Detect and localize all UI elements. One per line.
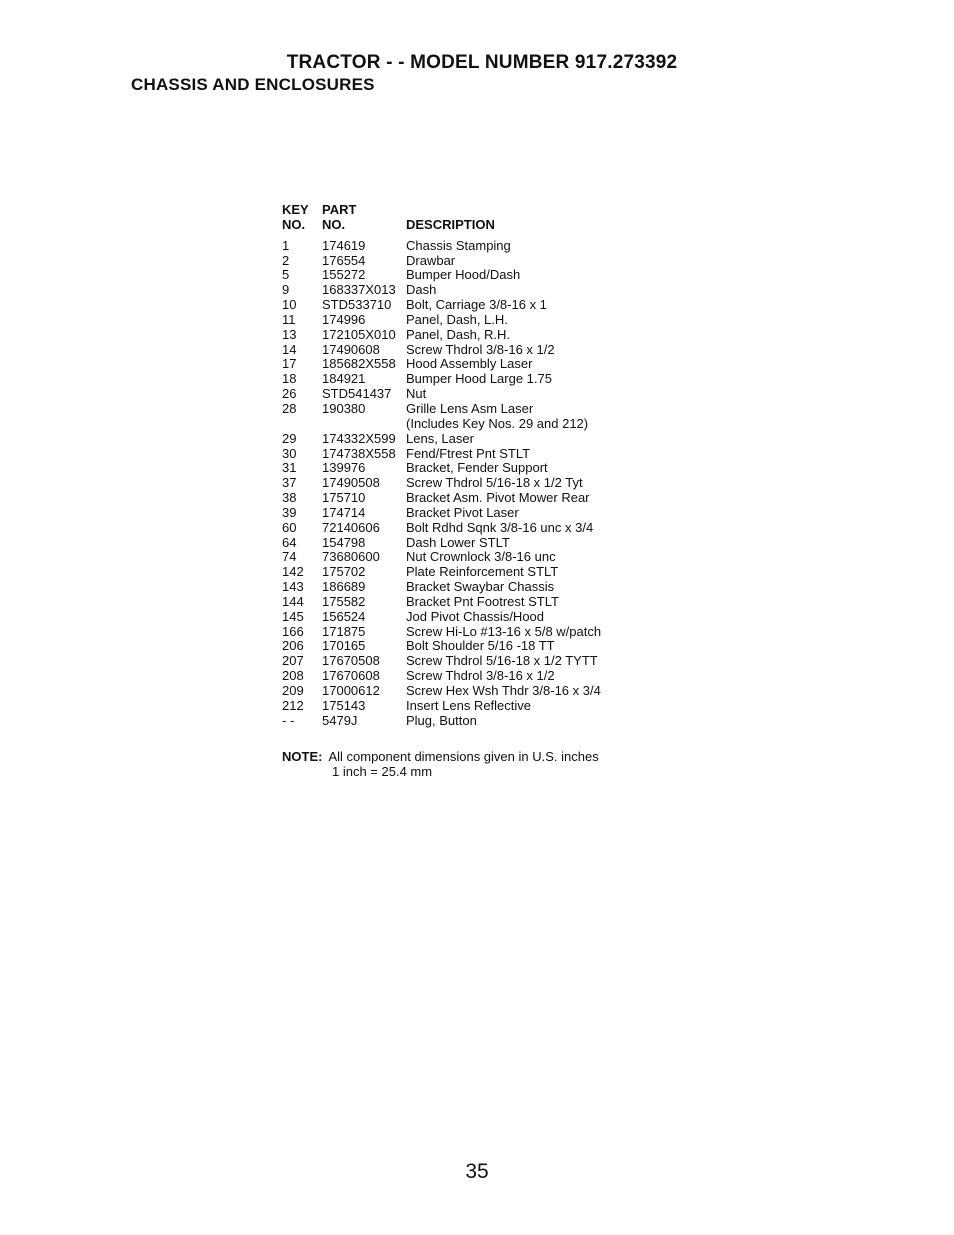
part-no-cell: 168337X013 — [322, 282, 396, 298]
key-no-cell: 144 — [282, 593, 304, 609]
key-no-cell: 11 — [282, 311, 296, 327]
part-no-cell: 156524 — [322, 608, 366, 624]
table-row — [282, 387, 601, 402]
table-row — [282, 328, 601, 343]
description-cell: Bracket Asm. Pivot Mower Rear — [406, 490, 590, 506]
description-cell: Bracket Swaybar Chassis — [406, 579, 555, 595]
part-no-cell: 73680600 — [322, 549, 380, 565]
key-no-cell: 18 — [282, 371, 297, 387]
description-cell: Panel, Dash, R.H. — [406, 326, 511, 342]
description-cell: Bracket, Fender Support — [406, 460, 548, 476]
part-no-cell: 176554 — [322, 252, 366, 268]
description-cell: Hood Assembly Laser — [406, 356, 533, 372]
description-cell: Drawbar — [406, 252, 456, 268]
description-cell: Jod Pivot Chassis/Hood — [406, 608, 545, 624]
note — [282, 749, 599, 779]
table-row — [282, 239, 601, 254]
table-header-row-1 — [282, 203, 601, 218]
table-row — [282, 550, 601, 565]
table-row — [282, 432, 601, 447]
key-no-cell: 142 — [282, 564, 304, 580]
description-cell: Panel, Dash, L.H. — [406, 311, 508, 327]
part-no-cell: 174619 — [322, 237, 366, 253]
key-no-cell: 14 — [282, 341, 297, 357]
part-no-cell: 170165 — [322, 638, 366, 654]
key-no-cell: 10 — [282, 297, 297, 313]
part-no-cell: 174738X558 — [322, 445, 396, 461]
part-no-cell: 175710 — [322, 490, 366, 506]
page-number: 35 — [465, 1160, 489, 1183]
part-no-cell: 154798 — [322, 534, 366, 550]
key-no-cell: 37 — [282, 475, 297, 491]
table-row — [282, 506, 601, 521]
part-no-cell: 5479J — [322, 712, 358, 728]
description-cell: Bumper Hood/Dash — [406, 267, 521, 283]
table-row — [282, 580, 601, 595]
part-no-cell: 174714 — [322, 504, 366, 520]
description-cell: Lens, Laser — [406, 430, 474, 446]
key-no-cell: 1 — [282, 237, 290, 253]
table-row — [282, 417, 601, 432]
key-no-cell: 208 — [282, 668, 304, 684]
description-cell: Plug, Button — [406, 712, 477, 728]
part-no-cell: 72140606 — [322, 519, 380, 535]
part-no-cell — [322, 417, 406, 432]
key-no-cell: 39 — [282, 504, 297, 520]
part-no-cell: STD533710 — [322, 297, 392, 313]
part-no-cell: 17000612 — [322, 683, 380, 698]
table-row — [282, 669, 601, 684]
key-no-cell: 30 — [282, 445, 297, 461]
key-no-cell: 13 — [282, 326, 297, 342]
table-row — [282, 565, 601, 580]
note-line-1: All component dimensions given in U.S. inches — [328, 749, 599, 764]
description-cell: Bumper Hood Large 1.75 — [406, 371, 552, 387]
table-row — [282, 521, 601, 536]
table-row — [282, 639, 601, 654]
table-row — [282, 461, 601, 476]
parts-table — [282, 203, 601, 729]
table-row — [282, 699, 601, 714]
table-row — [282, 714, 601, 729]
table-row — [282, 254, 601, 269]
description-cell: Grille Lens Asm Laser — [406, 400, 534, 416]
key-no-cell: 28 — [282, 400, 297, 416]
description-cell: Bracket Pnt Footrest STLT — [406, 593, 559, 609]
table-row — [282, 283, 601, 298]
part-no-cell: 139976 — [322, 460, 366, 476]
header-part-no: NO. — [322, 216, 346, 232]
part-no-cell: 174332X599 — [322, 430, 396, 446]
description-cell: Plate Reinforcement STLT — [406, 564, 559, 580]
key-no-cell: 38 — [282, 490, 297, 506]
table-row — [282, 447, 601, 462]
table-header-row-2 — [282, 218, 601, 233]
table-row — [282, 625, 601, 640]
part-no-cell: 185682X558 — [322, 356, 396, 372]
description-cell: Screw Thdrol 3/8-16 x 1/2 — [406, 668, 555, 684]
key-no-cell: 5 — [282, 267, 290, 283]
table-row — [282, 298, 601, 313]
description-cell: Screw Hex Wsh Thdr 3/8-16 x 3/4 — [406, 683, 601, 698]
table-row — [282, 536, 601, 551]
description-cell: Bolt Rdhd Sqnk 3/8-16 unc x 3/4 — [406, 519, 594, 535]
table-row — [282, 357, 601, 372]
header-part: PART — [322, 202, 357, 217]
part-no-cell: 186689 — [322, 579, 366, 595]
part-no-cell: 171875 — [322, 623, 366, 639]
part-no-cell: 175702 — [322, 564, 366, 580]
part-no-cell: 172105X010 — [322, 326, 396, 342]
table-row — [282, 372, 601, 387]
description-cell: Dash Lower STLT — [406, 534, 510, 550]
key-no-cell: 166 — [282, 623, 304, 639]
part-no-cell: 17490608 — [322, 341, 380, 357]
description-cell: Bolt Shoulder 5/16 -18 TT — [406, 638, 555, 654]
header-key-no: NO. — [282, 216, 306, 232]
table-row — [282, 595, 601, 610]
key-no-cell — [282, 417, 322, 432]
key-no-cell: 206 — [282, 638, 304, 654]
description-cell: (Includes Key Nos. 29 and 212) — [406, 415, 589, 431]
table-row — [282, 343, 601, 358]
description-cell: Dash — [406, 282, 437, 298]
key-no-cell: 31 — [282, 460, 297, 476]
table-row — [282, 684, 601, 699]
key-no-cell: 9 — [282, 282, 290, 298]
header-description: DESCRIPTION — [406, 216, 495, 232]
table-row — [282, 476, 601, 491]
description-cell: Insert Lens Reflective — [406, 697, 532, 713]
key-no-cell: 143 — [282, 579, 304, 595]
description-cell: Screw Hi-Lo #13-16 x 5/8 w/patch — [406, 623, 602, 639]
table-row — [282, 313, 601, 328]
part-no-cell: 190380 — [322, 400, 366, 416]
key-no-cell: 212 — [282, 697, 304, 713]
page-title: TRACTOR - - MODEL NUMBER 917.273392 — [286, 52, 678, 73]
description-cell: Bracket Pivot Laser — [406, 504, 519, 520]
description-cell: Screw Thdrol 5/16-18 x 1/2 TYTT — [406, 653, 598, 669]
description-cell: Screw Thdrol 3/8-16 x 1/2 — [406, 341, 555, 357]
description-cell: Fend/Ftrest Pnt STLT — [406, 445, 531, 461]
key-no-cell: 74 — [282, 549, 297, 565]
note-line-2: 1 inch = 25.4 mm — [332, 764, 433, 779]
table-row — [282, 268, 601, 283]
key-no-cell: 17 — [282, 356, 297, 372]
part-no-cell: STD541437 — [322, 386, 392, 402]
part-no-cell: 175582 — [322, 593, 366, 609]
part-no-cell: 184921 — [322, 371, 366, 387]
key-no-cell: 26 — [282, 386, 297, 402]
section-title: CHASSIS AND ENCLOSURES — [131, 75, 375, 94]
part-no-cell: 175143 — [322, 697, 366, 713]
part-no-cell: 17670508 — [322, 653, 380, 669]
table-row — [282, 402, 601, 417]
table-body — [282, 239, 601, 729]
key-no-cell: 145 — [282, 608, 304, 624]
note-label: NOTE: — [282, 749, 323, 764]
part-no-cell: 17490508 — [322, 475, 380, 491]
key-no-cell: 209 — [282, 683, 304, 698]
table-row — [282, 491, 601, 506]
key-no-cell: 29 — [282, 430, 297, 446]
part-no-cell: 155272 — [322, 267, 366, 283]
table-row — [282, 654, 601, 669]
key-no-cell: 64 — [282, 534, 297, 550]
description-cell: Screw Thdrol 5/16-18 x 1/2 Tyt — [406, 475, 583, 491]
part-no-cell: 17670608 — [322, 668, 380, 684]
description-cell: Chassis Stamping — [406, 237, 511, 253]
key-no-cell: - - — [282, 712, 295, 728]
description-cell: Nut — [406, 386, 427, 402]
part-no-cell: 174996 — [322, 311, 366, 327]
key-no-cell: 2 — [282, 252, 290, 268]
description-cell: Bolt, Carriage 3/8-16 x 1 — [406, 297, 547, 313]
description-cell: Nut Crownlock 3/8-16 unc — [406, 549, 556, 565]
key-no-cell: 60 — [282, 519, 297, 535]
key-no-cell: 207 — [282, 653, 304, 669]
header-key: KEY — [282, 202, 309, 217]
table-row — [282, 610, 601, 625]
